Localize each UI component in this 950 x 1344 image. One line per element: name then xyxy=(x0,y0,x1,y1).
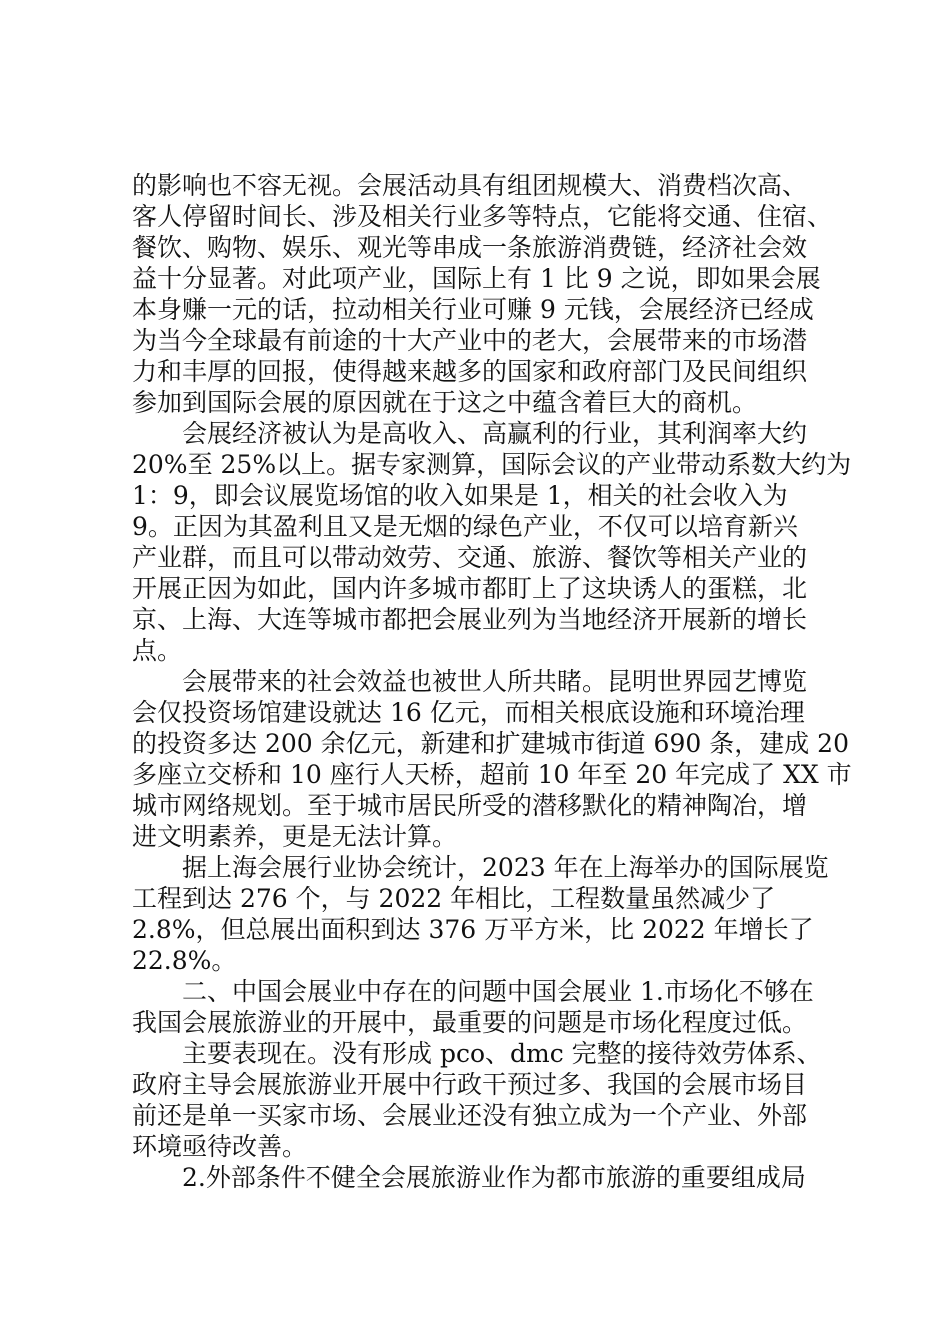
text-line: 前还是单一买家市场、会展业还没有独立成为一个产业、外部 xyxy=(132,1101,808,1130)
text-line: 多座立交桥和 10 座行人天桥，超前 10 年至 20 年完成了 XX 市 xyxy=(132,760,852,789)
text-line: 点。 xyxy=(132,636,183,665)
text-line: 工程到达 276 个，与 2022 年相比，工程数量虽然减少了 xyxy=(132,884,776,913)
text-line: 力和丰厚的回报，使得越来越多的国家和政府部门及民间组织 xyxy=(132,357,808,386)
text-line: 1：9，即会议展览场馆的收入如果是 1，相关的社会收入为 xyxy=(132,481,788,510)
text-line: 2.8%，但总展出面积到达 376 万平方米，比 2022 年增长了 xyxy=(132,915,814,944)
text-line: 为当今全球最有前途的十大产业中的老大，会展带来的市场潜 xyxy=(132,326,808,355)
text-line: 政府主导会展旅游业开展中行政干预过多、我国的会展市场目 xyxy=(132,1070,808,1099)
text-line: 会仅投资场馆建设就达 16 亿元，而相关根底设施和环境治理 xyxy=(132,698,805,727)
text-line: 环境亟待改善。 xyxy=(132,1132,308,1161)
paragraph-first-line: 会展带来的社会效益也被世人所共睹。昆明世界园艺博览 xyxy=(182,667,808,696)
text-line: 餐饮、购物、娱乐、观光等串成一条旅游消费链，经济社会效 xyxy=(132,233,808,262)
text-line: 京、上海、大连等城市都把会展业列为当地经济开展新的增长 xyxy=(132,605,808,634)
text-line: 开展正因为如此，国内许多城市都盯上了这块诱人的蛋糕，北 xyxy=(132,574,808,603)
text-line: 9。正因为其盈利且又是无烟的绿色产业，不仅可以培育新兴 xyxy=(132,512,798,541)
text-line: 的影响也不容无视。会展活动具有组团规模大、消费档次高、 xyxy=(132,171,808,200)
paragraph-first-line: 会展经济被认为是高收入、高赢利的行业，其利润率大约 xyxy=(182,419,808,448)
text-line: 参加到国际会展的原因就在于这之中蕴含着巨大的商机。 xyxy=(132,388,758,417)
text-line: 城市网络规划。至于城市居民所受的潜移默化的精神陶冶，增 xyxy=(132,791,808,820)
paragraph-first-line: 2.外部条件不健全会展旅游业作为都市旅游的重要组成局 xyxy=(182,1163,806,1192)
text-line: 产业群，而且可以带动效劳、交通、旅游、餐饮等相关产业的 xyxy=(132,543,808,572)
text-line: 益十分显著。对此项产业，国际上有 1 比 9 之说，即如果会展 xyxy=(132,264,821,293)
text-line: 客人停留时间长、涉及相关行业多等特点，它能将交通、住宿、 xyxy=(132,202,833,231)
paragraph-first-line: 主要表现在。没有形成 pco、dmc 完整的接待效劳体系、 xyxy=(182,1039,822,1068)
text-line: 我国会展旅游业的开展中，最重要的问题是市场化程度过低。 xyxy=(132,1008,808,1037)
paragraph-first-line: 据上海会展行业协会统计，2023 年在上海举办的国际展览 xyxy=(182,853,829,882)
text-line: 22.8%。 xyxy=(132,946,237,975)
text-line: 20%至 25%以上。据专家测算，国际会议的产业带动系数大约为 xyxy=(132,450,852,479)
text-line: 进文明素养，更是无法计算。 xyxy=(132,822,458,851)
paragraph-first-line: 二、中国会展业中存在的问题中国会展业 1.市场化不够在 xyxy=(182,977,814,1006)
text-line: 的投资多达 200 余亿元，新建和扩建城市街道 690 条，建成 20 xyxy=(132,729,849,758)
text-line: 本身赚一元的话，拉动相关行业可赚 9 元钱，会展经济已经成 xyxy=(132,295,814,324)
document-body xyxy=(132,170,852,1193)
